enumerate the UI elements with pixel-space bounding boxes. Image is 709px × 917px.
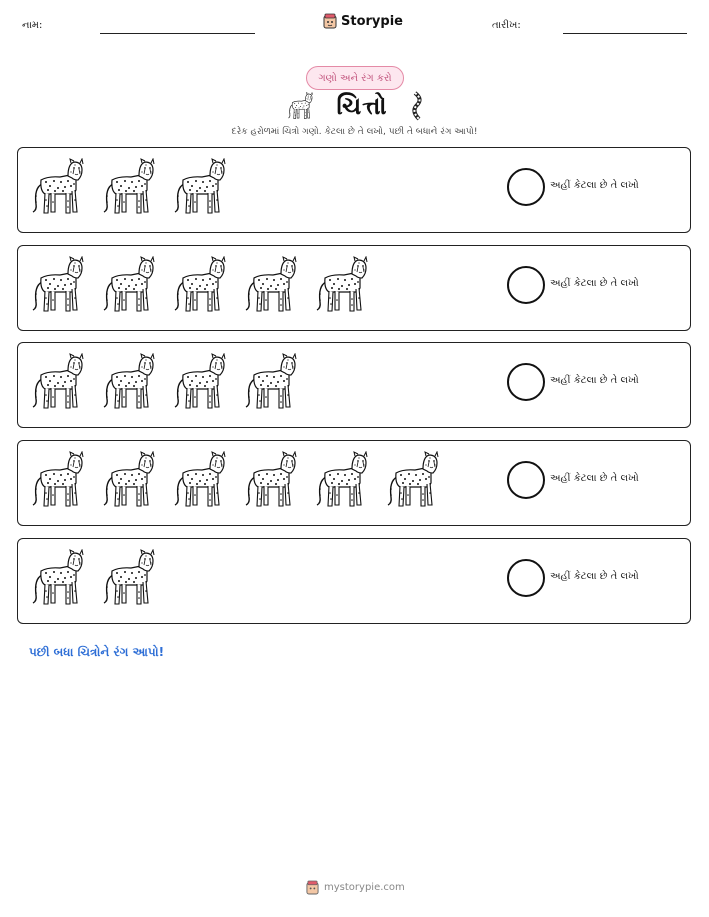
date-label: તારીખ: [492, 20, 521, 31]
cheetah-icon [172, 256, 226, 314]
answer-label: અહીં કેટલા છે તે લખો [550, 180, 639, 191]
cheetah-icon [101, 451, 155, 509]
cheetah-icon [243, 451, 297, 509]
counting-row-4 [17, 440, 691, 526]
site-url: mystorypie.com [324, 882, 405, 893]
brand [323, 13, 403, 29]
counting-row-3 [17, 342, 691, 428]
page-title: ચિત્તો [336, 92, 388, 120]
cheetah-icon [30, 549, 84, 607]
animal-group [30, 256, 368, 316]
answer-circle[interactable] [507, 266, 545, 304]
counting-row-2 [17, 245, 691, 331]
name-field[interactable] [100, 33, 255, 34]
cheetah-icon [30, 158, 84, 216]
name-label: નામ: [22, 20, 43, 31]
animal-group [30, 158, 226, 218]
cheetah-icon [30, 451, 84, 509]
date-field[interactable] [563, 33, 687, 34]
animal-group [30, 549, 155, 609]
cheetah-icon [243, 353, 297, 411]
cheetah-icon [101, 256, 155, 314]
instructions: દરેક હરોળમાં ચિત્રો ગણો. કેટલા છે તે લખો, પછી તે બધાને રંગ આપો! [231, 127, 478, 137]
title-row [285, 88, 425, 124]
animal-group [30, 451, 439, 511]
storypie-logo-icon [306, 880, 319, 895]
cheetah-icon [285, 92, 315, 120]
cheetah-icon [314, 451, 368, 509]
site-footer [306, 880, 405, 895]
cheetah-icon [30, 353, 84, 411]
answer-label: અહીં કેટલા છે તે લખો [550, 278, 639, 289]
brand-name: Storypie [341, 13, 403, 29]
cheetah-tail-icon [409, 91, 425, 121]
cheetah-icon [385, 451, 439, 509]
storypie-logo-icon [323, 13, 337, 29]
cheetah-icon [172, 353, 226, 411]
cheetah-icon [101, 158, 155, 216]
cheetah-icon [101, 549, 155, 607]
counting-row-1 [17, 147, 691, 233]
answer-circle[interactable] [507, 461, 545, 499]
answer-label: અહીં કેટલા છે તે લખો [550, 473, 639, 484]
cheetah-icon [314, 256, 368, 314]
answer-circle[interactable] [507, 559, 545, 597]
cheetah-icon [243, 256, 297, 314]
activity-badge: ગણો અને રંગ કરો [306, 66, 404, 90]
cheetah-icon [101, 353, 155, 411]
counting-row-5 [17, 538, 691, 624]
animal-group [30, 353, 297, 413]
cheetah-icon [172, 158, 226, 216]
footer-note: પછી બધા ચિત્રોને રંગ આપો! [29, 645, 165, 659]
answer-label: અહીં કેટલા છે તે લખો [550, 571, 639, 582]
cheetah-icon [172, 451, 226, 509]
answer-label: અહીં કેટલા છે તે લખો [550, 375, 639, 386]
cheetah-icon [30, 256, 84, 314]
answer-circle[interactable] [507, 168, 545, 206]
answer-circle[interactable] [507, 363, 545, 401]
